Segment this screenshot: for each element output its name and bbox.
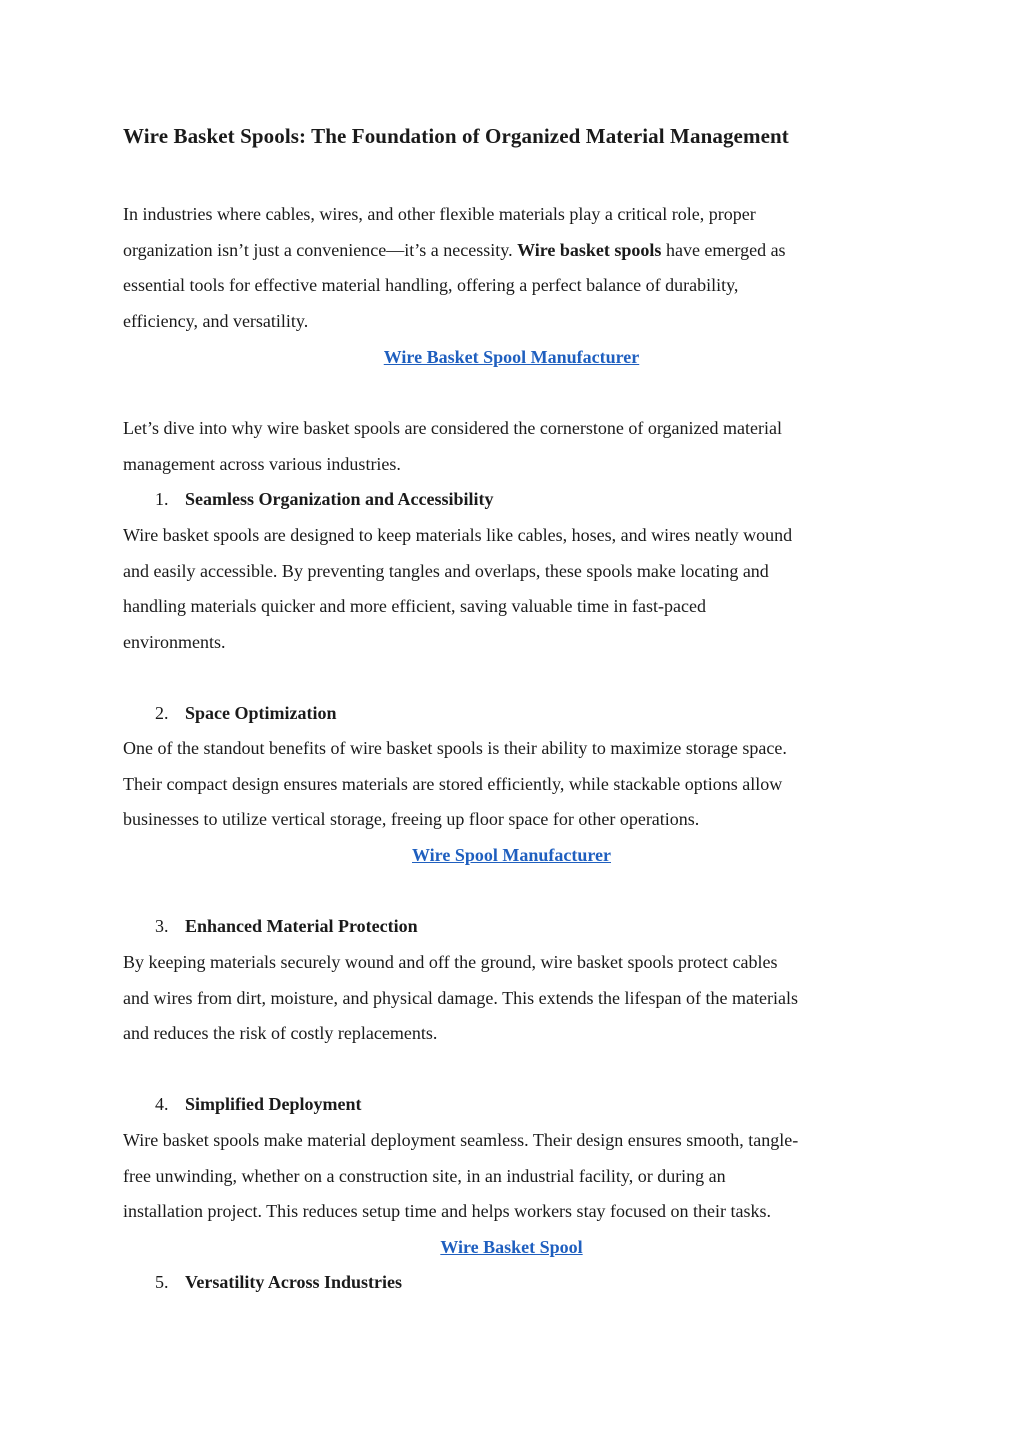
body-line: Wire basket spools are designed to keep materials like cables, hoses, and wires neatly wound [123,525,793,545]
document-title: Wire Basket Spools: The Foundation of Organized Material Management [123,124,789,148]
list-number: 5. [155,1272,169,1292]
lead-line: management across various industries. [123,453,401,474]
list-number: 4. [155,1094,169,1114]
body-line: Wire basket spools make material deployment seamless. Their design ensures smooth, tangle- [123,1130,799,1150]
wire-spool-manufacturer-link[interactable]: Wire Spool Manufacturer [412,845,611,865]
body-line: By keeping materials securely wound and off the ground, wire basket spools protect cables [123,952,778,972]
list-number: 2. [155,703,169,723]
body-line: handling materials quicker and more efficient, saving valuable time in fast-paced [123,596,706,617]
body-line: and wires from dirt, moisture, and physical damage. This extends the lifespan of the materials [123,987,798,1008]
intro-line: efficiency, and versatility. [123,310,309,331]
intro-text: organization isn’t just a convenience—it’s a necessity. [123,239,518,260]
section-heading: Versatility Across Industries [185,1272,403,1292]
intro-line [123,233,903,269]
intro-line: In industries where cables, wires, and other flexible materials play a critical role, proper [123,204,756,224]
section-body [123,945,903,1052]
body-line: free unwinding, whether on a construction site, in an industrial facility, or during an [123,1165,726,1186]
link-row [0,838,1023,874]
list-item-heading [155,909,418,945]
wire-basket-spool-manufacturer-link[interactable]: Wire Basket Spool Manufacturer [383,347,640,367]
section-heading: Seamless Organization and Accessibility [185,489,494,509]
section-body [123,1123,903,1230]
lead-paragraph [123,411,903,482]
body-line: environments. [123,631,226,652]
intro-text: have emerged as [661,239,786,260]
list-number: 3. [155,916,169,936]
body-line: Their compact design ensures materials are stored efficiently, while stackable options allow [123,773,783,794]
body-line: businesses to utilize vertical storage, freeing up floor space for other operations. [123,809,700,830]
intro-line: essential tools for effective material handling, offering a perfect balance of durability, [123,275,739,296]
list-number: 1. [155,489,169,509]
intro-bold-text: Wire basket spools [517,239,662,260]
list-item-heading [155,482,494,518]
body-line: and easily accessible. By preventing tangles and overlaps, these spools make locating and [123,560,769,581]
body-line: and reduces the risk of costly replacements. [123,1023,438,1044]
wire-basket-spool-link[interactable]: Wire Basket Spool [440,1237,583,1257]
body-line: One of the standout benefits of wire basket spools is their ability to maximize storage space. [123,738,787,758]
list-item-heading [155,696,337,732]
intro-paragraph [123,197,903,339]
list-item-heading [155,1265,402,1301]
section-heading: Space Optimization [185,703,337,723]
section-body [123,518,903,660]
link-row [0,340,1023,376]
body-line: installation project. This reduces setup time and helps workers stay focused on their tasks. [123,1201,772,1222]
section-heading: Simplified Deployment [185,1094,362,1114]
section-heading: Enhanced Material Protection [185,916,418,936]
lead-line: Let’s dive into why wire basket spools are considered the cornerstone of organized material [123,418,782,438]
link-row [0,1230,1023,1266]
section-body [123,731,903,838]
list-item-heading [155,1087,362,1123]
